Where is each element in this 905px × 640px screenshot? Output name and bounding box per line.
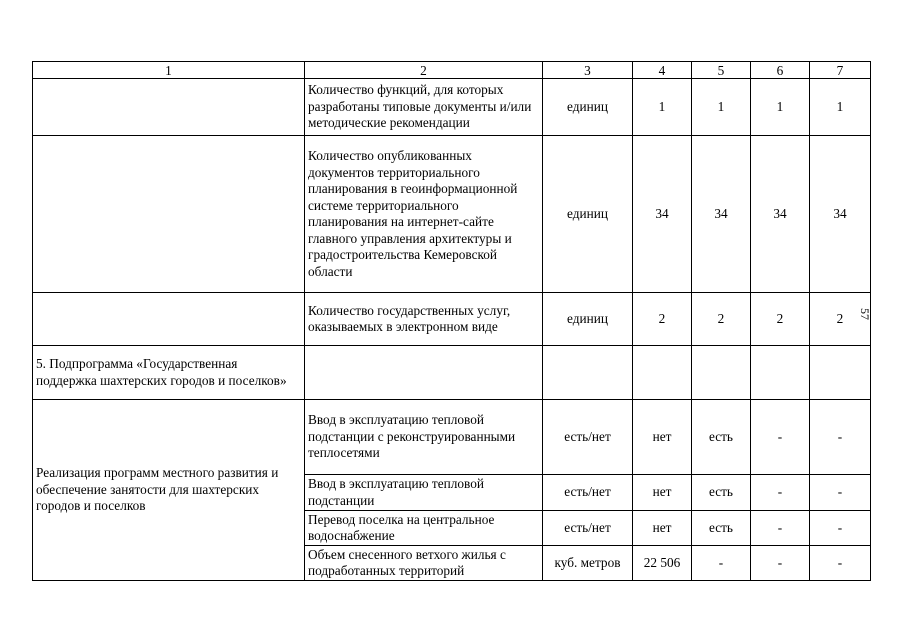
empty-measure-cell: [33, 136, 305, 293]
value-cell: 1: [810, 79, 871, 136]
value-cell: 2: [810, 293, 871, 346]
value-cell: 2: [751, 293, 810, 346]
indicator-cell: Ввод в эксплуатацию тепловой подстанции: [305, 475, 543, 511]
indicator-cell: Количество функций, для которых разработаны типовые документы и/или методические рекомендации: [305, 79, 543, 136]
value-cell: 1: [692, 79, 751, 136]
value-cell: 34: [810, 136, 871, 293]
empty-cell: [810, 346, 871, 400]
unit-cell: куб. метров: [543, 546, 633, 581]
column-numbers-row: [33, 62, 871, 79]
value-cell: есть: [692, 511, 751, 546]
unit-cell: есть/нет: [543, 511, 633, 546]
table-row: [33, 79, 871, 136]
value-cell: 1: [633, 79, 692, 136]
unit-cell: есть/нет: [543, 400, 633, 475]
value-cell: -: [810, 511, 871, 546]
value-cell: -: [810, 475, 871, 511]
value-cell: нет: [633, 511, 692, 546]
table-row: [33, 293, 871, 346]
value-cell: 2: [692, 293, 751, 346]
empty-cell: [692, 346, 751, 400]
value-cell: нет: [633, 475, 692, 511]
measure-name-cell: Реализация программ местного развития и обеспечение занятости для шахтерских городов и поселков: [33, 400, 305, 581]
empty-cell: [543, 346, 633, 400]
value-cell: -: [751, 546, 810, 581]
empty-cell: [751, 346, 810, 400]
value-cell: -: [810, 546, 871, 581]
col-header-6: 6: [751, 62, 810, 79]
value-cell: -: [692, 546, 751, 581]
indicator-cell: Количество государственных услуг, оказываемых в электронном виде: [305, 293, 543, 346]
col-header-4: 4: [633, 62, 692, 79]
indicator-cell: Перевод поселка на центральное водоснабжение: [305, 511, 543, 546]
value-cell: 22 506: [633, 546, 692, 581]
unit-cell: есть/нет: [543, 475, 633, 511]
value-cell: 34: [692, 136, 751, 293]
unit-cell: единиц: [543, 293, 633, 346]
value-cell: есть: [692, 400, 751, 475]
value-cell: -: [751, 511, 810, 546]
value-cell: нет: [633, 400, 692, 475]
col-header-1: 1: [33, 62, 305, 79]
value-cell: 34: [633, 136, 692, 293]
subprogram-row: [33, 346, 871, 400]
page-number: 57: [858, 308, 872, 320]
subprogram-title: 5. Подпрограмма «Государственная поддержка шахтерских городов и поселков»: [33, 346, 305, 400]
value-cell: 34: [751, 136, 810, 293]
indicator-cell: Ввод в эксплуатацию тепловой подстанции с реконструированными теплосетями: [305, 400, 543, 475]
indicator-cell: Объем снесенного ветхого жилья с подработанных территорий: [305, 546, 543, 581]
empty-measure-cell: [33, 293, 305, 346]
value-cell: -: [751, 400, 810, 475]
col-header-2: 2: [305, 62, 543, 79]
indicators-table: [32, 61, 871, 581]
indicator-cell: Количество опубликованных документов территориального планирования в геоинформационной системе территориального планирования на интернет-сайте главного управления архитектуры и градостроительства Кемеровской области: [305, 136, 543, 293]
unit-cell: единиц: [543, 79, 633, 136]
value-cell: 1: [751, 79, 810, 136]
table-row: [33, 136, 871, 293]
empty-cell: [305, 346, 543, 400]
col-header-3: 3: [543, 62, 633, 79]
value-cell: -: [751, 475, 810, 511]
col-header-5: 5: [692, 62, 751, 79]
value-cell: 2: [633, 293, 692, 346]
empty-measure-cell: [33, 79, 305, 136]
empty-cell: [633, 346, 692, 400]
col-header-7: 7: [810, 62, 871, 79]
table-row: [33, 400, 871, 475]
value-cell: есть: [692, 475, 751, 511]
unit-cell: единиц: [543, 136, 633, 293]
value-cell: -: [810, 400, 871, 475]
